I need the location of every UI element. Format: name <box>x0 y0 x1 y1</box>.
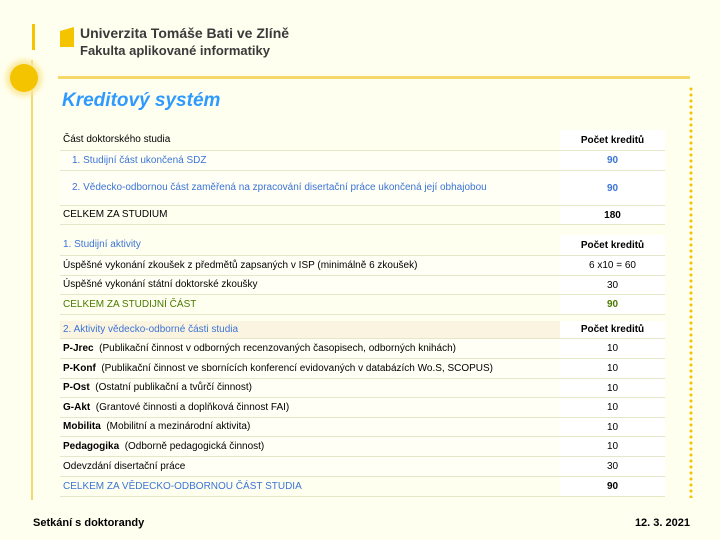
table3-row-value: 10 <box>560 339 665 358</box>
table3-row-value: 10 <box>560 437 665 456</box>
activity-code: G-Akt <box>63 401 91 413</box>
table1-row-value: 90 <box>560 171 665 205</box>
table1-row-value: 90 <box>560 151 665 170</box>
table2-row-label: Úspěšné vykonání zkoušek z předmětů zapsaných v ISP (minimálně 6 zkoušek) <box>63 259 418 271</box>
table-row <box>60 379 665 398</box>
table1-total-label: CELKEM ZA STUDIUM <box>63 209 168 220</box>
table1-total-value: 180 <box>560 206 665 224</box>
table1-header-row <box>60 130 665 151</box>
table2-row-label: Úspěšné vykonání státní doktorské zkoušky <box>63 279 258 290</box>
table3-row-desc <box>60 339 560 358</box>
table-row <box>60 359 665 379</box>
table2-header-label: 1. Studijní aktivity <box>63 239 141 250</box>
table-row <box>60 339 665 359</box>
university-logo-icon <box>60 27 74 47</box>
top-decor-line <box>58 76 690 79</box>
table3-row-value: 10 <box>560 398 665 417</box>
header-accent-bar <box>32 24 35 50</box>
decor-dotted-line <box>689 86 693 498</box>
table3-row-desc <box>60 437 560 456</box>
activity-label: (Grantové činnosti a doplňková činnost FAI) <box>95 401 290 413</box>
faculty-name: Fakulta aplikované informatiky <box>80 43 271 58</box>
activity-label: (Publikační činnost ve sbornících konferencí evidovaných v databázích Wo.S, SCOPUS) <box>101 362 494 374</box>
table1-row-label: 1. Studijní část ukončená SDZ <box>72 154 207 166</box>
table3-row-desc <box>60 418 560 436</box>
activity-code: Pedagogika <box>63 440 120 452</box>
activity-code: P-Konf <box>63 362 96 374</box>
table3-header-label: 2. Aktivity vědecko-odborné části studia <box>63 323 239 335</box>
table2-total-row <box>60 295 665 315</box>
table3-row-desc <box>60 359 560 378</box>
footer-event: Setkání s doktorandy <box>33 517 145 529</box>
table3-row-value: 10 <box>560 359 665 378</box>
table2-row-value: 6 x10 = 60 <box>560 256 665 275</box>
table3-total-value: 90 <box>560 477 665 496</box>
table-row <box>60 457 665 477</box>
table-row <box>60 276 665 295</box>
table-row <box>60 256 665 276</box>
left-decor-line <box>31 60 33 500</box>
activity-label: (Odborně pedagogická činnost) <box>124 440 265 452</box>
decor-circle <box>10 64 38 92</box>
table3-row-value: 30 <box>560 457 665 476</box>
activity-label: (Publikační činnost v odborných recenzovaných časopisech, odborných knihách) <box>99 342 457 354</box>
table3-total-label: CELKEM ZA VĚDECKO-ODBORNOU ČÁST STUDIA <box>63 480 302 492</box>
activity-code: P-Jrec <box>63 342 94 354</box>
table-row <box>60 418 665 437</box>
table2-total-value: 90 <box>560 295 665 314</box>
table1-total-row <box>60 206 665 225</box>
table1-header-value: Počet kreditů <box>560 130 665 150</box>
table2-row-value: 30 <box>560 276 665 294</box>
table3-row-value: 10 <box>560 418 665 436</box>
table3-header-row <box>60 321 665 339</box>
activity-code: Mobilita <box>63 421 101 432</box>
table2-header-row <box>60 235 665 256</box>
table2-header-value: Počet kreditů <box>560 235 665 255</box>
activity-code: P-Ost <box>63 382 90 393</box>
table1-header-label: Část doktorského studia <box>63 134 171 145</box>
table3-row-value: 10 <box>560 379 665 397</box>
table-row <box>60 437 665 457</box>
table1-row-label: 2. Vědecko-odbornou část zaměřená na zpracování disertační práce ukončená její obhajobou <box>72 182 487 193</box>
activity-label: (Mobilitní a mezinárodní aktivita) <box>106 421 251 432</box>
table3-row-label: Odevzdání disertační práce <box>63 460 186 472</box>
page-title: Kreditový systém <box>62 90 221 111</box>
university-name: Univerzita Tomáše Bati ve Zlíně <box>80 25 290 41</box>
table-row <box>60 171 665 206</box>
table3-row-desc <box>60 379 560 397</box>
table-row <box>60 151 665 171</box>
table-row <box>60 398 665 418</box>
table3-header-value: Počet kreditů <box>560 321 665 338</box>
footer-date: 12. 3. 2021 <box>634 517 690 529</box>
table3-total-row <box>60 477 665 497</box>
activity-label: (Ostatní publikační a tvůrčí činnost) <box>95 382 252 393</box>
table3-row-desc <box>60 398 560 417</box>
table2-total-label: CELKEM ZA STUDIJNÍ ČÁST <box>63 298 197 310</box>
